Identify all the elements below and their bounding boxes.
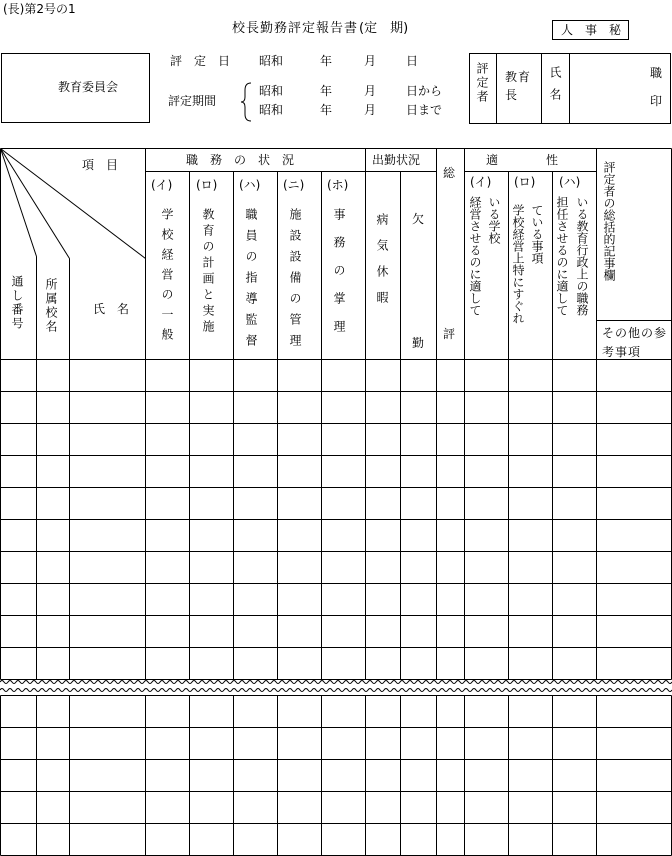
table-break-wave-top (0, 681, 672, 684)
eval-date-era: 昭和 (259, 54, 284, 68)
absence-bottom: 勤 (412, 336, 425, 350)
diagonal-line (1, 149, 146, 259)
diagonal-line (1, 149, 37, 257)
secret-stamp-box (552, 20, 629, 40)
apt-ro-mark: (ロ) (514, 175, 536, 189)
col-item: 項 目 (82, 158, 119, 172)
period-brace (240, 82, 254, 122)
apt-i-mark: (イ) (470, 175, 492, 189)
eval-date-year: 年 (320, 54, 333, 68)
board-box (1, 53, 150, 123)
duty-ro-mark: (ロ) (196, 178, 218, 192)
eval-period-label: 評定期間 (168, 94, 217, 108)
eval-date-day: 日 (406, 54, 419, 68)
duty-ro: 教育の計画と実施 (201, 208, 215, 336)
page-title: 校長勤務評定報告書 (232, 21, 359, 36)
eval-date-month: 月 (364, 54, 377, 68)
duty-ni: 施設設備の管理 (288, 208, 302, 355)
seal-label: 印 (650, 94, 663, 108)
period-to-era: 昭和 (259, 103, 284, 117)
board-label: 教育委員会 (58, 80, 119, 94)
period-to-year: 年 (320, 103, 333, 117)
duties-header: 職 務 の 状 況 (186, 153, 295, 167)
name-label: 氏名 (548, 66, 562, 110)
duty-ho: 事務の掌理 (332, 208, 346, 348)
period-to-month: 月 (364, 103, 377, 117)
col-serial: 通し番号 (10, 275, 24, 331)
title-label: 職 (650, 66, 663, 80)
overall-top: 総 (443, 166, 456, 180)
secret-stamp: 人 事 秘 (561, 23, 622, 37)
apt-ro-a: ている事項 (530, 204, 544, 264)
duty-ha: 職員の指導監督 (244, 208, 258, 355)
apt-ro-b: 学校経営上特にすぐれ (511, 204, 525, 324)
period-from-day: 日から (406, 84, 443, 98)
table-break-wave-bottom (0, 689, 672, 692)
form-code: (長)第2号の1 (3, 2, 76, 16)
duty-i: 学校経営の一般 (160, 208, 174, 348)
other-notes-label: その他の参考事項 (602, 326, 668, 359)
attendance-header: 出勤状況 (372, 153, 421, 167)
col-name: 氏 名 (93, 302, 130, 316)
superintendent-label: 教育長 (505, 70, 532, 102)
period-from-era: 昭和 (259, 84, 284, 98)
remarks-label: 評定者の総括的記事欄 (602, 161, 616, 281)
period-from-month: 月 (364, 84, 377, 98)
period-to-day: 日まで (406, 103, 443, 117)
title-kind: (定 期) (359, 21, 409, 36)
evaluator-label: 評定者 (475, 62, 489, 104)
aptitude-header: 適 性 (486, 153, 559, 167)
duty-ni-mark: (ニ) (283, 178, 305, 192)
period-from-year: 年 (320, 84, 333, 98)
apt-ha-mark: (ハ) (559, 175, 581, 189)
eval-date-label: 評 定 日 (170, 54, 231, 68)
duty-ho-mark: (ホ) (327, 178, 349, 192)
sick-leave: 病気休暇 (375, 213, 389, 317)
col-school: 所属校名 (44, 278, 58, 334)
apt-ha-b: 担任させるのに適して (555, 196, 569, 316)
overall-bottom: 評 (443, 327, 456, 341)
duty-ha-mark: (ハ) (239, 178, 261, 192)
duty-i-mark: (イ) (151, 178, 173, 192)
absence-top: 欠 (412, 212, 425, 226)
apt-ha-a: いる教育行政上の職務 (575, 196, 589, 316)
diagonal-line (1, 149, 70, 259)
evaluator-box (469, 53, 671, 124)
apt-i-a: いる学校 (487, 196, 501, 244)
apt-i-b: 経営させるのに適して (468, 196, 482, 316)
